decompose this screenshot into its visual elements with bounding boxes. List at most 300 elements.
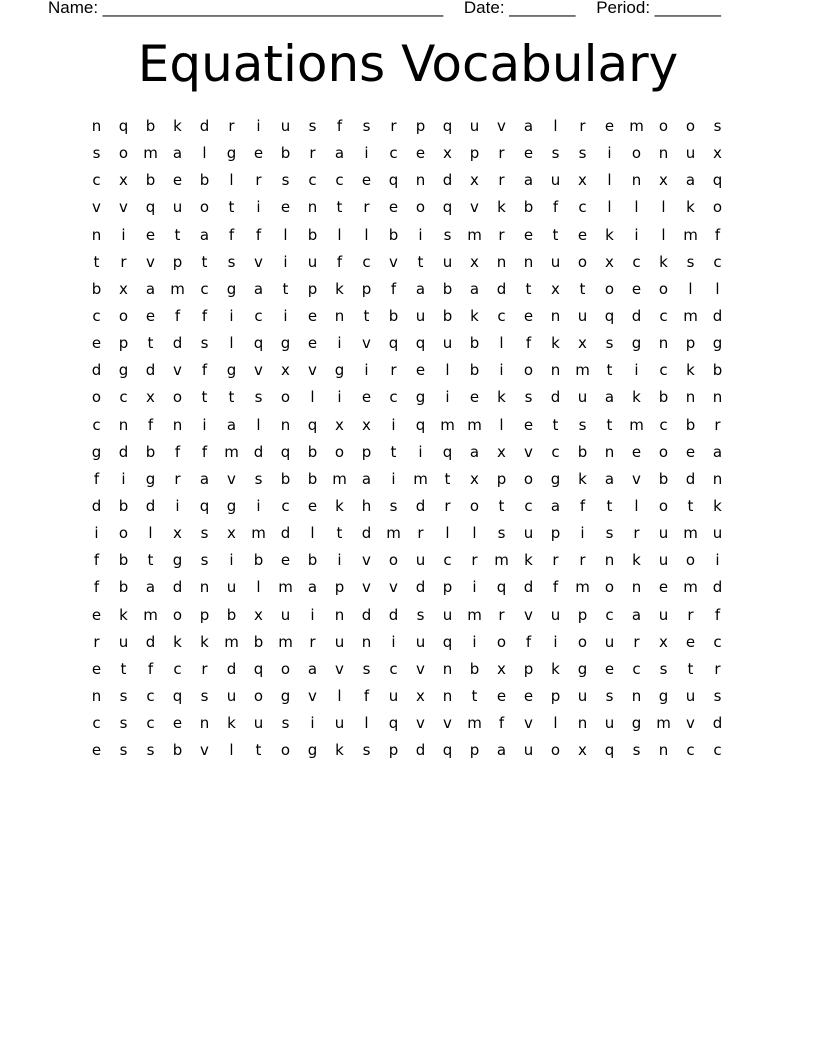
grid-letter: q xyxy=(604,741,615,760)
grid-letter: b xyxy=(442,279,453,298)
grid-letter: b xyxy=(712,361,723,380)
grid-letter: s xyxy=(497,524,506,543)
grid-letter: b xyxy=(469,334,480,353)
grid-letter: u xyxy=(415,632,426,651)
grid-letter: n xyxy=(550,306,561,325)
grid-letter: d xyxy=(145,496,156,515)
grid-letter: a xyxy=(361,469,372,488)
grid-letter: g xyxy=(145,469,156,488)
grid-letter: u xyxy=(523,524,534,543)
grid-letter: v xyxy=(416,714,425,733)
grid-letter: t xyxy=(606,496,613,515)
grid-letter: q xyxy=(415,415,426,434)
grid-letter: l xyxy=(661,198,666,217)
name-field: Name: ____________________________________ xyxy=(48,0,444,17)
grid-letter: d xyxy=(712,714,723,733)
grid-letter: x xyxy=(119,279,128,298)
grid-letter: o xyxy=(685,117,696,135)
grid-letter: i xyxy=(337,551,342,570)
grid-letter: p xyxy=(550,524,561,543)
grid-letter: l xyxy=(445,524,450,543)
grid-letter: u xyxy=(253,714,264,733)
grid-letter: g xyxy=(631,714,642,733)
grid-letter: p xyxy=(523,659,534,678)
grid-letter: a xyxy=(199,469,210,488)
grid-letter: s xyxy=(119,714,128,733)
grid-letter: t xyxy=(336,524,343,543)
grid-letter: k xyxy=(605,225,614,244)
grid-letter: v xyxy=(254,252,263,271)
grid-letter: n xyxy=(442,686,453,705)
grid-letter: p xyxy=(496,469,507,488)
grid-letter: o xyxy=(550,741,561,760)
grid-letter: c xyxy=(281,496,290,515)
grid-letter: a xyxy=(415,279,426,298)
grid-letter: u xyxy=(712,524,723,543)
grid-letter: n xyxy=(712,388,723,407)
grid-letter: l xyxy=(229,741,234,760)
grid-letter: i xyxy=(256,496,261,515)
grid-letter: r xyxy=(498,144,505,163)
grid-letter: e xyxy=(658,578,669,597)
grid-letter: m xyxy=(332,469,347,488)
grid-letter: e xyxy=(172,714,183,733)
grid-letter: u xyxy=(577,388,588,407)
grid-letter: q xyxy=(199,496,210,515)
grid-letter: n xyxy=(361,632,372,651)
grid-letter: d xyxy=(199,117,210,135)
grid-letter: x xyxy=(578,171,587,190)
grid-letter: d xyxy=(145,361,156,380)
grid-letter: m xyxy=(683,225,698,244)
grid-letter: x xyxy=(119,171,128,190)
grid-letter: q xyxy=(496,578,507,597)
grid-letter: e xyxy=(523,144,534,163)
grid-letter: g xyxy=(712,334,723,353)
grid-letter: a xyxy=(172,144,183,163)
grid-letter: t xyxy=(228,198,235,217)
grid-letter: c xyxy=(254,306,263,325)
grid-letter: c xyxy=(578,198,587,217)
grid-letter: d xyxy=(118,442,129,461)
grid-letter: p xyxy=(307,279,318,298)
grid-letter: n xyxy=(631,578,642,597)
grid-letter: p xyxy=(685,334,696,353)
grid-letter: n xyxy=(199,714,210,733)
grid-letter: n xyxy=(685,388,696,407)
grid-letter: x xyxy=(173,524,182,543)
grid-letter: b xyxy=(685,415,696,434)
grid-letter: c xyxy=(308,171,317,190)
grid-letter: m xyxy=(467,605,482,624)
grid-letter: s xyxy=(362,659,371,678)
grid-letter: v xyxy=(200,741,209,760)
grid-letter: i xyxy=(364,144,369,163)
grid-letter: e xyxy=(91,741,102,760)
grid-letter: g xyxy=(226,496,237,515)
grid-letter: o xyxy=(658,496,669,515)
grid-letter: c xyxy=(659,415,668,434)
grid-letter: g xyxy=(280,334,291,353)
grid-letter: f xyxy=(525,334,532,353)
grid-letter: u xyxy=(118,632,129,651)
grid-letter: c xyxy=(173,659,182,678)
grid-letter: g xyxy=(118,361,129,380)
grid-letter: n xyxy=(523,252,534,271)
grid-letter: q xyxy=(253,659,264,678)
grid-letter: i xyxy=(634,225,639,244)
grid-letter: q xyxy=(388,334,399,353)
grid-letter: b xyxy=(199,171,210,190)
grid-letter: c xyxy=(389,388,398,407)
grid-letter: e xyxy=(280,551,291,570)
grid-letter: x xyxy=(497,442,506,461)
grid-letter: n xyxy=(172,415,183,434)
grid-letter: e xyxy=(307,334,318,353)
grid-letter: q xyxy=(442,198,453,217)
grid-letter: g xyxy=(280,686,291,705)
grid-letter: i xyxy=(634,361,639,380)
grid-letter: x xyxy=(497,659,506,678)
grid-letter: e xyxy=(604,659,615,678)
grid-letter: c xyxy=(146,714,155,733)
grid-letter: f xyxy=(93,469,100,488)
grid-letter: x xyxy=(254,605,263,624)
grid-letter: g xyxy=(334,361,345,380)
grid-letter: e xyxy=(415,361,426,380)
grid-letter: e xyxy=(280,198,291,217)
grid-letter: o xyxy=(172,388,183,407)
grid-letter: k xyxy=(497,388,506,407)
grid-letter: n xyxy=(712,469,723,488)
grid-letter: i xyxy=(256,117,261,135)
grid-letter: v xyxy=(335,659,344,678)
grid-letter: a xyxy=(523,117,534,135)
grid-letter: p xyxy=(469,741,480,760)
grid-letter: e xyxy=(91,659,102,678)
student-info-header xyxy=(48,0,721,20)
grid-letter: m xyxy=(683,524,698,543)
grid-letter: c xyxy=(551,442,560,461)
grid-letter: g xyxy=(91,442,102,461)
grid-letter: l xyxy=(229,171,234,190)
grid-letter: e xyxy=(496,686,507,705)
grid-letter: e xyxy=(388,198,399,217)
grid-letter: m xyxy=(683,578,698,597)
grid-letter: v xyxy=(497,117,506,135)
grid-letter: c xyxy=(92,171,101,190)
grid-letter: b xyxy=(226,605,237,624)
grid-letter: l xyxy=(607,198,612,217)
grid-letter: x xyxy=(578,741,587,760)
grid-letter: s xyxy=(92,144,101,163)
grid-letter: f xyxy=(201,361,208,380)
grid-letter: p xyxy=(361,442,372,461)
grid-letter: s xyxy=(254,469,263,488)
grid-letter: a xyxy=(253,279,264,298)
grid-letter: o xyxy=(577,632,588,651)
grid-letter: q xyxy=(712,171,723,190)
grid-letter: u xyxy=(280,605,291,624)
grid-letter: d xyxy=(415,741,426,760)
grid-letter: o xyxy=(658,117,669,135)
grid-letter: s xyxy=(551,144,560,163)
grid-letter: e xyxy=(172,171,183,190)
grid-letter: u xyxy=(658,524,669,543)
grid-letter: n xyxy=(91,117,102,135)
grid-letter: i xyxy=(310,605,315,624)
grid-letter: s xyxy=(146,741,155,760)
grid-letter: p xyxy=(172,252,183,271)
grid-letter: r xyxy=(498,605,505,624)
grid-letter: o xyxy=(685,551,696,570)
grid-letter: t xyxy=(687,659,694,678)
grid-letter: x xyxy=(416,686,425,705)
grid-letter: f xyxy=(552,578,559,597)
grid-letter: f xyxy=(147,415,154,434)
grid-letter: o xyxy=(118,144,129,163)
grid-letter: p xyxy=(577,605,588,624)
grid-letter: k xyxy=(659,252,668,271)
grid-letter: p xyxy=(388,741,399,760)
grid-letter: i xyxy=(337,388,342,407)
grid-letter: a xyxy=(145,279,156,298)
grid-letter: m xyxy=(629,117,644,135)
grid-letter: d xyxy=(253,442,264,461)
date-field: Date: _______ xyxy=(463,0,576,17)
grid-letter: i xyxy=(607,144,612,163)
grid-letter: s xyxy=(254,388,263,407)
grid-letter: u xyxy=(550,252,561,271)
grid-letter: a xyxy=(523,171,534,190)
grid-letter: k xyxy=(173,632,182,651)
grid-letter: s xyxy=(362,741,371,760)
grid-letter: p xyxy=(334,578,345,597)
grid-letter: x xyxy=(470,171,479,190)
grid-letter: b xyxy=(280,144,291,163)
grid-letter: r xyxy=(471,551,478,570)
grid-letter: n xyxy=(91,225,102,244)
grid-letter: b xyxy=(280,469,291,488)
grid-letter: c xyxy=(713,252,722,271)
grid-letter: l xyxy=(553,714,558,733)
grid-letter: u xyxy=(415,306,426,325)
grid-letter: o xyxy=(604,578,615,597)
grid-letter: n xyxy=(577,714,588,733)
grid-letter: t xyxy=(336,198,343,217)
grid-letter: n xyxy=(91,686,102,705)
grid-letter: o xyxy=(577,252,588,271)
grid-letter: x xyxy=(146,388,155,407)
grid-letter: l xyxy=(634,496,639,515)
grid-letter: l xyxy=(499,334,504,353)
grid-letter: v xyxy=(308,361,317,380)
grid-letter: c xyxy=(524,496,533,515)
grid-letter: f xyxy=(93,551,100,570)
grid-letter: u xyxy=(685,686,696,705)
grid-letter: i xyxy=(391,632,396,651)
grid-letter: d xyxy=(496,279,507,298)
grid-letter: l xyxy=(634,198,639,217)
grid-letter: q xyxy=(442,741,453,760)
grid-letter: s xyxy=(200,334,209,353)
grid-letter: g xyxy=(415,388,426,407)
grid-letter: v xyxy=(173,361,182,380)
grid-letter: p xyxy=(118,334,129,353)
grid-letter: t xyxy=(687,496,694,515)
grid-letter: t xyxy=(417,252,424,271)
grid-letter: x xyxy=(281,361,290,380)
grid-letter: s xyxy=(281,714,290,733)
grid-letter: a xyxy=(712,442,723,461)
grid-letter: k xyxy=(551,334,560,353)
grid-letter: i xyxy=(580,524,585,543)
grid-letter: g xyxy=(550,469,561,488)
grid-letter: v xyxy=(362,578,371,597)
grid-letter: x xyxy=(605,252,614,271)
grid-letter: e xyxy=(415,144,426,163)
grid-letter: d xyxy=(172,334,183,353)
grid-letter: f xyxy=(390,279,397,298)
grid-letter: u xyxy=(172,198,183,217)
grid-letter: r xyxy=(633,632,640,651)
grid-letter: s xyxy=(200,551,209,570)
grid-letter: o xyxy=(280,388,291,407)
grid-letter: u xyxy=(415,551,426,570)
grid-letter: r xyxy=(714,659,721,678)
grid-letter: i xyxy=(121,469,126,488)
grid-letter: m xyxy=(251,524,266,543)
grid-letter: k xyxy=(173,117,182,135)
grid-letter: o xyxy=(415,198,426,217)
grid-letter: s xyxy=(362,117,371,135)
grid-letter: l xyxy=(499,415,504,434)
grid-letter: n xyxy=(604,551,615,570)
grid-letter: s xyxy=(686,252,695,271)
grid-letter: a xyxy=(307,578,318,597)
grid-letter: s xyxy=(659,659,668,678)
grid-letter: s xyxy=(200,686,209,705)
grid-letter: k xyxy=(713,496,722,515)
grid-letter: h xyxy=(361,496,372,515)
period-field: Period: _______ xyxy=(596,0,721,17)
grid-letter: r xyxy=(552,551,559,570)
grid-letter: c xyxy=(119,388,128,407)
grid-letter: l xyxy=(256,578,261,597)
grid-letter: k xyxy=(119,605,128,624)
grid-letter: l xyxy=(472,524,477,543)
grid-letter: v xyxy=(362,551,371,570)
grid-letter: o xyxy=(118,524,129,543)
grid-letter: l xyxy=(310,388,315,407)
grid-letter: t xyxy=(552,225,559,244)
grid-letter: a xyxy=(604,469,615,488)
grid-letter: m xyxy=(575,578,590,597)
grid-letter: u xyxy=(226,578,237,597)
grid-letter: i xyxy=(391,415,396,434)
grid-letter: m xyxy=(629,415,644,434)
grid-letter: a xyxy=(469,442,480,461)
grid-letter: i xyxy=(472,632,477,651)
grid-letter: n xyxy=(550,361,561,380)
grid-letter: i xyxy=(364,361,369,380)
grid-letter: k xyxy=(335,741,344,760)
grid-letter: e xyxy=(523,306,534,325)
grid-letter: a xyxy=(685,171,696,190)
grid-letter: e xyxy=(685,442,696,461)
grid-letter: i xyxy=(175,496,180,515)
grid-letter: i xyxy=(283,252,288,271)
grid-letter: u xyxy=(307,252,318,271)
grid-letter: d xyxy=(685,469,696,488)
word-search-grid xyxy=(83,113,731,764)
grid-letter: o xyxy=(469,496,480,515)
grid-letter: f xyxy=(228,225,235,244)
grid-letter: q xyxy=(442,632,453,651)
grid-letter: l xyxy=(445,361,450,380)
grid-letter: n xyxy=(442,659,453,678)
grid-letter: v xyxy=(524,442,533,461)
grid-letter: i xyxy=(310,714,315,733)
grid-letter: o xyxy=(388,551,399,570)
grid-letter: v xyxy=(362,334,371,353)
grid-letter: v xyxy=(443,714,452,733)
grid-letter: x xyxy=(713,144,722,163)
grid-letter: v xyxy=(146,252,155,271)
grid-letter: i xyxy=(229,551,234,570)
grid-letter: r xyxy=(309,632,316,651)
grid-letter: f xyxy=(714,605,721,624)
grid-letter: k xyxy=(632,388,641,407)
grid-letter: o xyxy=(253,686,264,705)
grid-letter: k xyxy=(686,198,695,217)
grid-letter: v xyxy=(524,714,533,733)
grid-letter: t xyxy=(444,469,451,488)
grid-letter: t xyxy=(147,551,154,570)
grid-letter: q xyxy=(388,714,399,733)
grid-letter: c xyxy=(686,741,695,760)
grid-letter: p xyxy=(550,686,561,705)
grid-letter: m xyxy=(170,279,185,298)
grid-letter: d xyxy=(361,605,372,624)
grid-letter: d xyxy=(712,306,723,325)
grid-letter: n xyxy=(496,252,507,271)
grid-letter: e xyxy=(145,306,156,325)
grid-letter: d xyxy=(145,632,156,651)
grid-letter: x xyxy=(227,524,236,543)
grid-letter: e xyxy=(91,605,102,624)
grid-letter: r xyxy=(120,252,127,271)
grid-letter: r xyxy=(201,659,208,678)
grid-letter: m xyxy=(224,632,239,651)
grid-letter: s xyxy=(632,741,641,760)
grid-letter: m xyxy=(656,714,671,733)
grid-letter: r xyxy=(390,117,397,135)
grid-letter: i xyxy=(202,415,207,434)
grid-letter: t xyxy=(201,252,208,271)
grid-letter: t xyxy=(471,686,478,705)
grid-letter: u xyxy=(604,632,615,651)
grid-letter: l xyxy=(688,279,693,298)
grid-letter: b xyxy=(523,198,534,217)
grid-letter: g xyxy=(631,334,642,353)
grid-letter: r xyxy=(417,524,424,543)
grid-letter: n xyxy=(631,171,642,190)
grid-letter: p xyxy=(199,605,210,624)
grid-letter: f xyxy=(201,306,208,325)
grid-letter: b xyxy=(307,225,318,244)
grid-letter: t xyxy=(147,334,154,353)
